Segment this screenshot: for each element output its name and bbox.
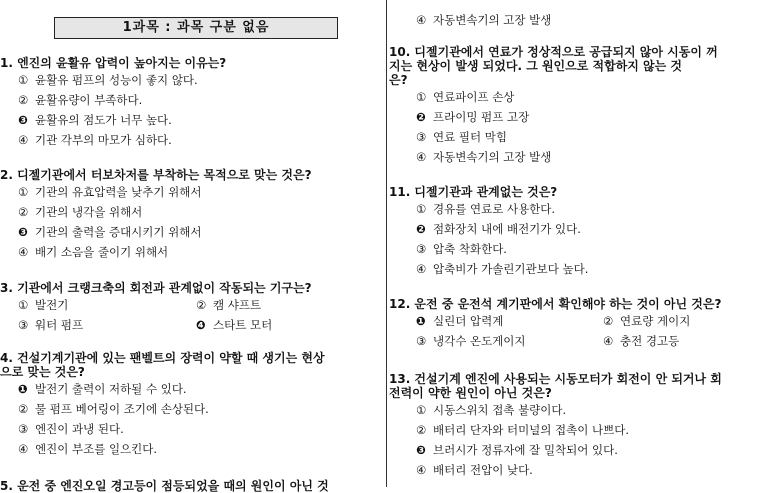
question-block — [0, 479, 386, 493]
option-marker: ② — [18, 205, 29, 219]
answer-option[interactable] — [389, 10, 769, 30]
option-text: 기관의 냉각을 위해서 — [35, 205, 143, 219]
answer-option[interactable] — [389, 219, 769, 239]
option-marker: ② — [18, 93, 29, 107]
option-marker: ④ — [416, 463, 427, 477]
answer-option[interactable] — [0, 439, 386, 459]
option-text: 연료파이프 손상 — [433, 90, 515, 104]
question-title: 3. 기관에서 크랭크축의 회전과 관계없이 작동되는 기구는? — [0, 281, 312, 295]
option-text: 배터리 전압이 낮다. — [433, 463, 533, 477]
option-text: 엔진이 부조를 일으킨다. — [35, 442, 158, 456]
question-block — [0, 351, 386, 459]
option-marker: ④ — [416, 150, 427, 164]
option-text: 연료 필터 막힘 — [433, 130, 507, 144]
question-block — [389, 185, 769, 279]
question-title: 12. 운전 중 운전석 계기판에서 확인해야 하는 것이 아닌 것은? — [389, 297, 722, 311]
option-marker: ① — [416, 90, 427, 104]
option-marker: ④ — [18, 442, 29, 456]
option-row — [389, 331, 769, 351]
option-text: 배터리 단자와 터미널의 접촉이 나쁘다. — [433, 423, 630, 437]
answer-option[interactable] — [576, 311, 763, 331]
option-marker: ② — [603, 314, 614, 328]
question-block — [389, 297, 769, 351]
option-text: 물 펌프 베어링이 조기에 손상된다. — [35, 402, 209, 416]
answer-option[interactable] — [389, 147, 769, 167]
option-text: 시동스위치 접촉 불량이다. — [433, 403, 567, 417]
option-text: 스타트 모터 — [213, 318, 273, 332]
option-marker: ❸ — [18, 225, 28, 239]
option-text: 워터 펌프 — [35, 318, 84, 332]
answer-option[interactable] — [389, 460, 769, 480]
option-text: 발전기 출력이 저하될 수 있다. — [35, 382, 187, 396]
option-text: 냉각수 온도게이지 — [433, 334, 526, 348]
option-marker: ③ — [416, 334, 427, 348]
answer-option[interactable] — [576, 331, 763, 351]
option-marker: ④ — [18, 245, 29, 259]
option-marker: ③ — [18, 422, 29, 436]
option-marker: ① — [416, 403, 427, 417]
option-text: 기관 각부의 마모가 심하다. — [35, 133, 172, 147]
option-text: 브러시가 정류자에 잘 밀착되어 있다. — [433, 443, 618, 457]
option-marker: ❷ — [416, 110, 426, 124]
option-marker: ① — [18, 298, 29, 312]
option-text: 기관의 출력을 증대시키기 위해서 — [35, 225, 202, 239]
question-block — [0, 56, 386, 150]
option-text: 윤활유 펌프의 성능이 좋지 않다. — [35, 73, 198, 87]
answer-option[interactable] — [389, 239, 769, 259]
question-title: 11. 디젤기관과 관계없는 것은? — [389, 185, 558, 199]
option-text: 실린더 압력계 — [433, 314, 504, 328]
option-marker: ❶ — [18, 382, 28, 396]
answer-option[interactable] — [0, 295, 178, 315]
option-text: 캠 샤프트 — [213, 298, 262, 312]
option-text: 기관의 유효압력을 낮추기 위해서 — [35, 185, 202, 199]
answer-option[interactable] — [389, 311, 576, 331]
option-text: 윤활유량이 부족하다. — [35, 93, 143, 107]
answer-option[interactable] — [389, 87, 769, 107]
answer-option[interactable] — [0, 399, 386, 419]
answer-option[interactable] — [178, 315, 356, 335]
answer-option[interactable] — [0, 202, 386, 222]
option-marker: ④ — [18, 133, 29, 147]
option-marker: ③ — [18, 318, 29, 332]
question-block — [389, 45, 769, 167]
question-block — [0, 168, 386, 262]
answer-option[interactable] — [0, 419, 386, 439]
option-text: 프라이밍 펌프 고장 — [433, 110, 530, 124]
option-text: 경유를 연료로 사용한다. — [433, 202, 556, 216]
option-marker: ❶ — [416, 314, 426, 328]
option-marker: ❹ — [196, 318, 206, 332]
subject-header: 1과목 : 과목 구분 없음 — [54, 17, 338, 39]
option-marker: ❸ — [18, 113, 28, 127]
answer-option[interactable] — [0, 70, 386, 90]
answer-option[interactable] — [0, 130, 386, 150]
option-marker: ② — [196, 298, 207, 312]
option-row — [389, 311, 769, 331]
question-title: 13. 건설기계 엔진에 사용되는 시동모터가 회전이 안 되거나 회 전력이 약한 원인이 아닌 것은? — [389, 372, 722, 400]
answer-option[interactable] — [178, 295, 356, 315]
question-title: 5. 운전 중 엔진오일 경고등이 점등되었을 때의 원인이 아닌 것 — [0, 479, 329, 493]
answer-option[interactable] — [0, 110, 386, 130]
option-text: 연료량 게이지 — [620, 314, 691, 328]
option-marker: ④ — [416, 262, 427, 276]
question-title: 1. 엔진의 윤활유 압력이 높아지는 이유는? — [0, 56, 227, 70]
answer-option[interactable] — [0, 182, 386, 202]
option-marker: ② — [18, 402, 29, 416]
option-text: 윤활유의 점도가 너무 높다. — [35, 113, 172, 127]
option-text: 자동변속기의 고장 발생 — [433, 13, 552, 27]
option-marker: ③ — [416, 130, 427, 144]
answer-option[interactable] — [0, 315, 178, 335]
option-row — [0, 295, 386, 315]
option-marker: ① — [18, 185, 29, 199]
question-title: 10. 디젤기관에서 연료가 정상적으로 공급되지 않아 시동이 꺼 지는 현상이 발생 되었다. 그 원인으로 적합하지 않는 것 은? — [389, 45, 718, 87]
answer-option[interactable] — [389, 259, 769, 279]
answer-option[interactable] — [0, 222, 386, 242]
answer-option[interactable] — [389, 440, 769, 460]
question-title: 2. 디젤기관에서 터보차저를 부착하는 목적으로 맞는 것은? — [0, 168, 312, 182]
answer-option[interactable] — [0, 379, 386, 399]
option-text: 압축 착화한다. — [433, 242, 507, 256]
option-text: 발전기 — [35, 298, 69, 312]
column-divider — [386, 0, 387, 487]
option-marker: ③ — [416, 242, 427, 256]
option-text: 엔진이 과냉 된다. — [35, 422, 124, 436]
option-marker: ❸ — [416, 443, 426, 457]
answer-option[interactable] — [389, 127, 769, 147]
option-marker: ① — [18, 73, 29, 87]
question-title: 4. 건설기계기관에 있는 팬벨트의 장력이 약할 때 생기는 현상 으로 맞는 것은? — [0, 351, 325, 379]
answer-option[interactable] — [389, 331, 576, 351]
option-text: 자동변속기의 고장 발생 — [433, 150, 552, 164]
answer-option[interactable] — [389, 400, 769, 420]
option-text: 점화장치 내에 배전기가 있다. — [433, 222, 581, 236]
option-marker: ❷ — [416, 222, 426, 236]
question-block — [0, 281, 386, 335]
question-block — [389, 10, 769, 30]
answer-option[interactable] — [389, 107, 769, 127]
option-text: 압축비가 가솔린기관보다 높다. — [433, 262, 589, 276]
question-block — [389, 372, 769, 480]
answer-option[interactable] — [0, 90, 386, 110]
option-marker: ④ — [416, 13, 427, 27]
option-text: 충전 경고등 — [620, 334, 680, 348]
option-marker: ② — [416, 423, 427, 437]
option-text: 배기 소음을 줄이기 위해서 — [35, 245, 169, 259]
option-marker: ① — [416, 202, 427, 216]
answer-option[interactable] — [389, 420, 769, 440]
answer-option[interactable] — [389, 199, 769, 219]
answer-option[interactable] — [0, 242, 386, 262]
option-row — [0, 315, 386, 335]
option-marker: ④ — [603, 334, 614, 348]
